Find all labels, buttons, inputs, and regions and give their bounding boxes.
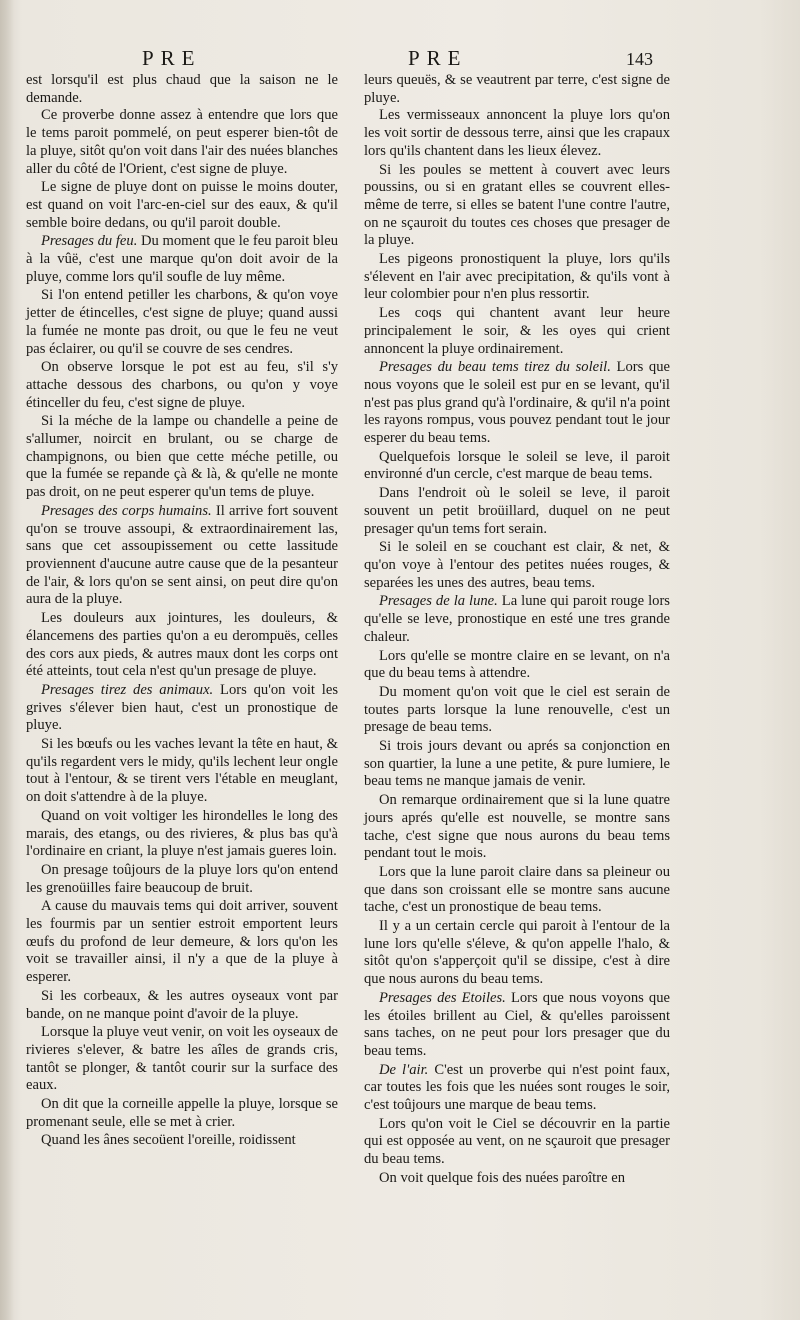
paragraph-text: Lors qu'on voit le Ciel se découvrir en la partie qui est opposée au vent, on ne sçauroit que presager du beau tems.	[364, 1115, 670, 1168]
paragraph-text: Quand les ânes secoüent l'oreille, roidissent	[41, 1132, 296, 1149]
section-lead: Presages des corps humains.	[41, 502, 212, 519]
paragraph-text: Les vermisseaux annoncent la pluye lors qu'on les voit sortir de dessous terre, ainsi que les crapaux lors qu'ils chantent dans les lieux élevez.	[364, 107, 670, 159]
page-header	[0, 46, 800, 72]
paragraph	[364, 1062, 670, 1115]
paragraph-text: est lorsqu'il est plus chaud que la saison ne le demande.	[26, 72, 338, 106]
paragraph	[26, 72, 338, 107]
paragraph-text: La lune qui paroit rouge lors qu'elle se leve, pronostique en esté une tres grande chaleur.	[364, 593, 670, 645]
paragraph	[364, 539, 670, 592]
paragraph	[364, 593, 670, 646]
paragraph-text: C'est un proverbe qui n'est point faux, car toutes les fois que les nuées sont rouges le soir, c'est toûjours une marque de beau tems.	[364, 1061, 670, 1114]
paragraph-text: Il y a un certain cercle qui paroit à l'entour de la lune lors qu'elle s'éleve, & qu'on appelle l'halo, & sitôt qu'on s'apperçoit qu'il se dissipe, c'est à dire que nous aurons du beau tems.	[364, 918, 670, 988]
section-lead: Presages tirez des animaux.	[41, 681, 214, 698]
paragraph	[364, 648, 670, 683]
paragraph-text: Le signe de pluye dont on puisse le moins douter, est quand on voit l'arc-en-ciel sur des eaux, & qu'il semble boire dedans, ou qu'il paroit double.	[26, 179, 338, 231]
paragraph-text: Du moment que le feu paroit bleu à la vûë, c'est une marque qu'on doit avoir de la pluye, comme lors qu'il soufle de luy même.	[26, 233, 338, 285]
paragraph	[26, 179, 338, 232]
paragraph	[26, 898, 338, 987]
paragraph	[364, 738, 670, 791]
paragraph-text: On presage toûjours de la pluye lors qu'on entend les grenoüilles faire beaucoup de bruit.	[26, 861, 338, 896]
running-head-right: PRE	[408, 46, 468, 70]
paragraph	[364, 107, 670, 160]
paragraph	[26, 233, 338, 286]
paragraph-text: Les douleurs aux jointures, les douleurs, & élancemens des parties qu'on a eu derompuës, celles des cors aux pieds, & autres maux dont les corps ont été atteints, tout cela n'est qu'un presage de pluye.	[26, 610, 338, 680]
right-text-column	[364, 72, 670, 1188]
paragraph-text: On observe lorsque le pot est au feu, s'il s'y attache dessous des charbons, ou qu'on y voye étinceller du feu, c'est signe de pluye.	[26, 359, 338, 411]
paragraph-text: Si les poules se mettent à couvert avec leurs poussins, ou si en gratant elles se couvrent elles-même de terre, si elles se batent l'une contre l'autre, on ne sçauroit du toutes ces choses que presager de la pluye.	[364, 161, 670, 249]
paragraph	[364, 1170, 670, 1188]
paragraph-text: Quand on voit voltiger les hirondelles le long des marais, des etangs, ou des rivieres, & plus bas qu'à l'ordinaire en criant, la pluye n'est jamais gueres loin.	[26, 807, 338, 860]
paragraph	[26, 1024, 338, 1095]
paragraph	[26, 503, 338, 609]
paragraph	[364, 359, 670, 448]
paragraph-text: Lorsque la pluye veut venir, on voit les oyseaux de rivieres s'elever, & batre les aîles de grands cris, tantôt se plonger, & tantôt courir sur la surface des eaux.	[26, 1024, 338, 1094]
paragraph-text: On dit que la corneille appelle la pluye, lorsque se promenant seule, elle se met à crier.	[26, 1096, 338, 1130]
paragraph	[364, 162, 670, 251]
section-lead: De l'air.	[379, 1061, 429, 1078]
paragraph-text: Quelquefois lorsque le soleil se leve, il paroit environné d'un cercle, c'est marque de beau tems.	[364, 448, 670, 483]
paragraph	[364, 864, 670, 917]
paragraph	[364, 449, 670, 484]
paragraph	[26, 1096, 338, 1131]
paragraph-text: Si les corbeaux, & les autres oyseaux vont par bande, on ne manque point d'avoir de la pluye.	[26, 987, 338, 1022]
paragraph-text: Si la méche de la lampe ou chandelle a peine de s'allumer, noircit en brulant, ou se charge de champignons, ou bien que cette méche petille, ou que la fumée se repande çà & là, & qu'elle ne monte pas droit, on ne peut esperer qu'un tems de pluye.	[26, 413, 338, 501]
paragraph-text: Les coqs qui chantent avant leur heure principalement le soir, & les oyes qui crient annoncent la pluye ordinairement.	[364, 305, 670, 357]
page-gutter-shadow	[0, 0, 14, 1320]
paragraph	[364, 251, 670, 304]
paragraph-text: Si trois jours devant ou aprés sa conjonction en son quartier, la lune a une petite, & pure lumiere, le beau tems ne manque jamais de venir.	[364, 738, 670, 790]
paragraph-text: Si l'on entend petiller les charbons, & qu'on voye jetter de étincelles, c'est signe de pluye; quand aussi la fumée ne monte pas droit, ou que le feu ne veut pas éclairer, ou qu'il se couvre de ses cendres.	[26, 287, 338, 357]
paragraph-text: Lors qu'on voit les grives s'élever bien haut, c'est un pronostique de pluye.	[26, 681, 339, 734]
section-lead: Presages de la lune.	[379, 593, 498, 610]
paragraph	[364, 990, 670, 1061]
paragraph-text: On remarque ordinairement que si la lune quatre jours aprés qu'elle est nouvelle, se montre sans tache, c'est signe que nous aurons du beau tems pendant tout le mois.	[364, 792, 670, 862]
section-lead: Presages du beau tems tirez du soleil.	[379, 359, 611, 376]
paragraph-text: Si les bœufs ou les vaches levant la tête en haut, & qu'ils regardent vers le midy, qu'ils lechent leur ongle tout à l'entour, & se tirent vers l'étable en meuglant, on doit s'attendre à de la pluye.	[26, 736, 338, 806]
paragraph	[26, 736, 338, 807]
paragraph-text: Si le soleil en se couchant est clair, & net, & qu'on voye à l'entour des petites nuées rouges, & separées les unes des autres, beau tems.	[364, 539, 670, 591]
paragraph-text: Lors que nous voyons que le soleil est pur en se levant, qu'il n'est pas plus grand qu'à l'ordinaire, & qu'il n'a point les rayons rompus, vous pouvez pendant tout le jour esperer du beau tems.	[364, 359, 671, 447]
paragraph-text: Lors que la lune paroit claire dans sa pleineur ou que dans son croissant elle se montre sans aucune tache, c'est un pronostique de beau tems.	[364, 863, 670, 916]
paragraph	[26, 682, 338, 735]
paragraph-text: On voit quelque fois des nuées paroître en	[379, 1169, 625, 1186]
paragraph	[364, 684, 670, 737]
left-text-column	[26, 72, 338, 1150]
paragraph	[364, 72, 670, 107]
paragraph-text: Il arrive fort souvent qu'on se trouve assoupi, & extraordinairement las, sans que cet assoupissement ou cette lassitude proviennent d'aucune autre cause que de la pesanteur de l'air, & lors qu'on se sent ainsi, on peut dire qu'on aura de la pluye.	[26, 502, 338, 608]
paragraph-text: Du moment qu'on voit que le ciel est serain de toutes parts lorsque la lune renouvelle, c'est un presage de beau tems.	[364, 683, 670, 736]
paragraph	[364, 485, 670, 538]
paragraph	[26, 808, 338, 861]
paragraph	[26, 359, 338, 412]
paragraph-text: Dans l'endroit où le soleil se leve, il paroit souvent un petit broüillard, duquel on ne peut presager qu'un tems fort serain.	[364, 485, 670, 537]
section-lead: Presages du feu.	[41, 233, 138, 250]
paragraph-text: Lors que nous voyons que les étoiles brillent au Ciel, & qu'elles paroissent sans taches, on ne peut pour lors presager que du beau tems.	[364, 989, 671, 1059]
paragraph-text: Ce proverbe donne assez à entendre que lors que le tems paroit pommelé, on peut esperer bien-tôt de la pluye, sitôt qu'on voit dans l'air des nuées blanches aller du côté de l'Orient, c'est signe de pluye.	[26, 107, 338, 177]
paragraph-text: Les pigeons pronostiquent la pluye, lors qu'ils s'élevent en l'air avec precipitation, & qu'ils vont à leur colombier pour n'en plus ressortir.	[364, 251, 670, 303]
paragraph	[26, 862, 338, 897]
paragraph	[26, 1132, 338, 1150]
paragraph-text: A cause du mauvais tems qui doit arriver, souvent les fourmis par un sentier estroit emportent leurs œufs du profond de leur demeure, & lors qu'on les voit se travailler ainsi, il n'y a que de la pluye à esperer.	[26, 898, 338, 986]
paragraph	[26, 413, 338, 502]
paragraph	[364, 305, 670, 358]
paragraph	[26, 287, 338, 358]
paragraph	[26, 988, 338, 1023]
paragraph-text: Lors qu'elle se montre claire en se levant, on n'a que du beau tems à attendre.	[364, 647, 670, 682]
running-head-left: PRE	[142, 46, 202, 70]
paragraph	[26, 107, 338, 178]
page-number: 143	[626, 49, 653, 69]
paragraph	[364, 1116, 670, 1169]
paragraph-text: leurs queuës, & se veautrent par terre, c'est signe de pluye.	[364, 72, 670, 106]
paragraph	[26, 610, 338, 681]
paragraph	[364, 918, 670, 989]
section-lead: Presages des Etoiles.	[379, 989, 506, 1006]
paragraph	[364, 792, 670, 863]
page-edge-shadow	[760, 0, 800, 1320]
